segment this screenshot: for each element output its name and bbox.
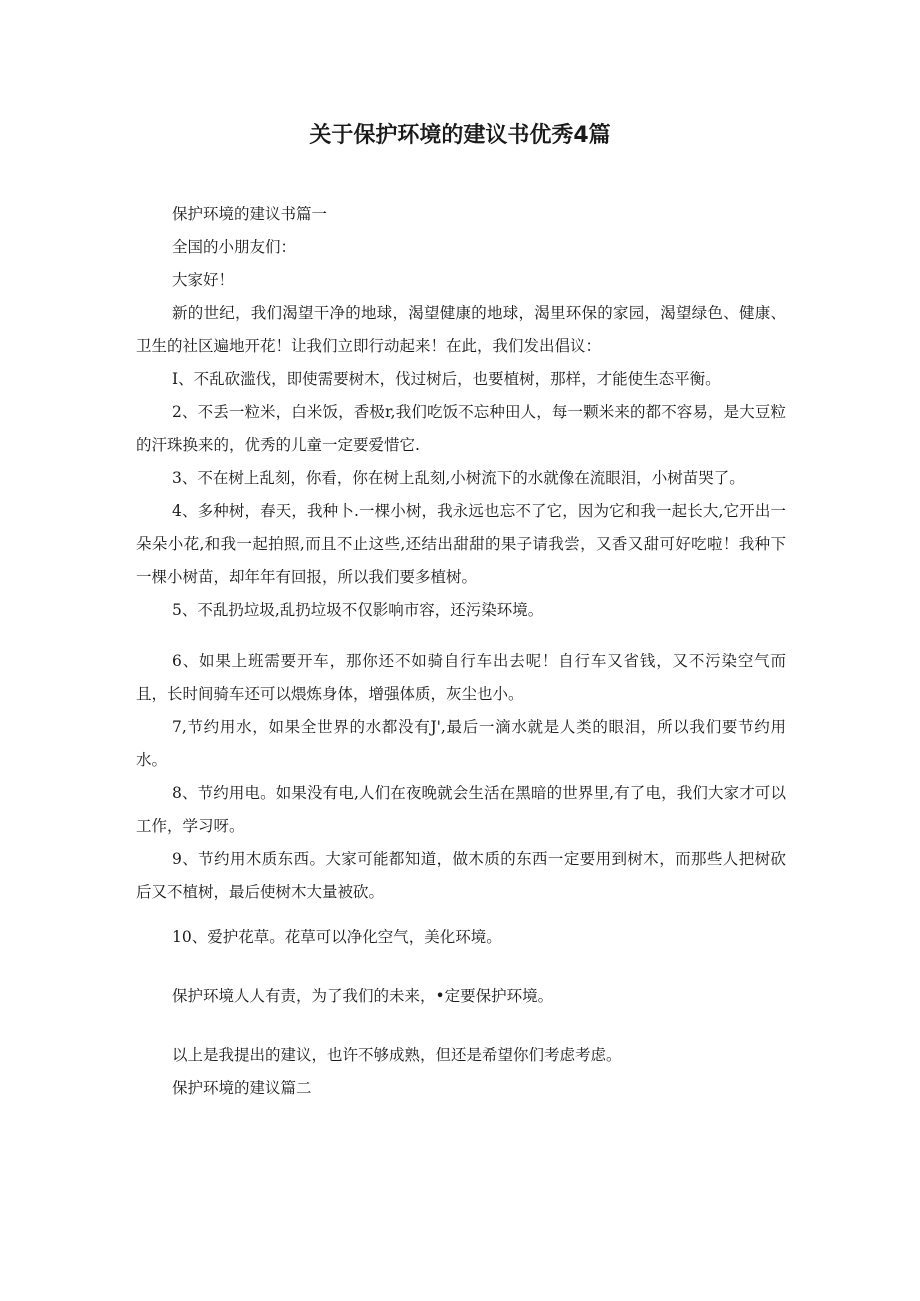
closing-remark: 以上是我提出的建议，也许不够成熟，但还是希望你们考虑考虑。 bbox=[172, 1046, 622, 1064]
proposal-item-9: 9、节约用木质东西。大家可能都知道，做木质的东西一定要用到树木，而那些人把树砍后又不植树，最后使树木大量被砍。 bbox=[136, 850, 786, 901]
section-heading-2: 保护环境的建议篇二 bbox=[172, 1079, 312, 1097]
salutation: 全国的小朋友们： bbox=[172, 238, 297, 256]
proposal-item-8: 8、节约用电。如果没有电,人们在夜晚就会生活在黑暗的世界里,有了电，我们大家才可以工作，学习呀。 bbox=[136, 784, 786, 835]
proposal-item-2: 2、不丢一粒米，白米饭，香极r,我们吃饭不忘种田人，每一颗米来的都不容易，是大豆粒的汗珠换来的，优秀的儿童一定要爱惜它. bbox=[136, 403, 786, 454]
section-heading-1: 保护环境的建议书篇一 bbox=[172, 205, 328, 223]
proposal-item-4: 4、多种树，春天，我种卜.一棵小树，我永远也忘不了它，因为它和我一起长大,它开出一朵朵小花,和我一起拍照,而且不止这些,还结出甜甜的果子请我尝，又香又甜可好吃啦！我种下一棵小树苗，却年年有回报，所以我们要多植树。 bbox=[136, 502, 786, 586]
closing-statement: 保护环境人人有责，为了我们的未来，•定要保护环境。 bbox=[172, 987, 554, 1005]
intro-paragraph: 新的世纪，我们渴望干净的地球，渴望健康的地球，渴里环保的家园，渴望绿色、健康、卫生的社区遍地开花！让我们立即行动起来！在此，我们发出倡议： bbox=[136, 304, 786, 355]
document-title: 关于保护环境的建议书优秀4篇 bbox=[309, 123, 611, 148]
proposal-item-6: 6、如果上班需要开车，那你还不如骑自行车出去呢！自行车又省钱，又不污染空气而且，长时间骑车还可以煨炼身体，增强体质，灰尘也小。 bbox=[136, 652, 786, 703]
document-body bbox=[136, 198, 786, 1105]
proposal-item-7: 7,节约用水，如果全世界的水都没有J',最后一滴水就是人类的眼泪，所以我们要节约用水。 bbox=[136, 718, 786, 769]
greeting: 大家好！ bbox=[172, 271, 235, 289]
proposal-item-10: 10、爱护花草。花草可以净化空气，美化环境。 bbox=[172, 928, 502, 946]
proposal-item-5: 5、不乱扔垃圾,乱扔垃圾不仅影响市容，还污染环境。 bbox=[172, 601, 544, 619]
proposal-item-3: 3、不在树上乱刻，你看，你在树上乱刻,小树流下的水就像在流眼泪，小树苗哭了。 bbox=[172, 469, 745, 487]
proposal-item-1: I、不乱砍滥伐，即使需要树木，伐过树后，也要植树，那样，才能使生态平衡。 bbox=[172, 370, 721, 388]
